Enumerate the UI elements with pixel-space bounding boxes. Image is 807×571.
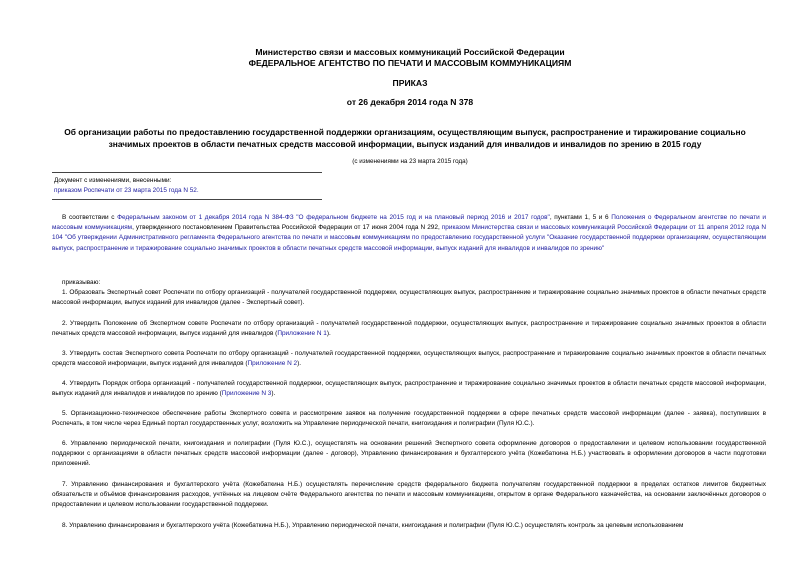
item-3 [52,349,766,369]
appendix-3-link[interactable]: Приложение N 3 [221,390,272,398]
item-2 [52,319,766,339]
document-title-line-1: Об организации работы по предоставлению государственной поддержки организациям, осуществляющим выпуск, распространение и тиражирование социально [64,127,746,137]
ministry-order-link[interactable]: приказом Министерства связи и массовых коммуникаций Российской Федерации от 11 апреля 2012 года N 104 "Об утверждении Административного регламента Федерального агентства по печати и массовым коммуникациям по предоставлению государственной услуги "Оказание государственной поддержки организациям, осуществляющим выпуск, распространение и тиражирование социально значимых проектов в области печатных средств массовой информации, выпуск изданий для инвалидов и инвалидов по зрению" [52,224,766,252]
agency-name: ФЕДЕРАЛЬНОЕ АГЕНТСТВО ПО ПЕЧАТИ И МАССОВЫМ КОММУНИКАЦИЯМ [248,58,572,68]
ministry-name: Министерство связи и массовых коммуникаций Российской Федерации [255,47,565,57]
amendment-note: (с изменениями на 23 марта 2015 года) [352,158,468,165]
appendix-1-link[interactable]: Приложение N 1 [277,330,327,338]
document-title-line-2: значимых проектов в области печатных средств массовой информации, выпуск изданий для инвалидов и инвалидов по зрению в 2015 году [108,139,702,149]
preamble-text-2: , пунктами 1, 5 и 6 [549,214,612,221]
federal-law-link[interactable]: Федеральным законом от 1 декабря 2014 года N 384-ФЗ "О федеральном бюджете на 2015 год и на плановый период 2016 и 2017 годов" [117,214,550,221]
item-3-text: 3. Утвердить состав Экспертного совета Роспечати по отбору организаций - получателей государственной поддержки, осуществляющих выпуск, распространение и тиражирование социально значимых проектов в области печатных средств массовой информации, выпуск изданий для инвалидов ( [52,350,766,368]
amendment-link[interactable]: приказом Роспечати от 23 марта 2015 года N 52. [54,187,199,194]
order-word: приказываю: [62,279,101,286]
document-type: ПРИКАЗ [392,78,428,88]
item-1: 1. Образовать Экспертный совет Роспечати по отбору организаций - получателей государственной поддержки, осуществляющих выпуск, распространение и тиражирование социально значимых проектов в области печатных средств массовой информации, выпуск изданий для инвалидов (далее - Экспертный совет). [52,289,766,307]
preamble-paragraph [52,213,766,254]
appendix-2-link[interactable]: Приложение N 2 [247,360,298,368]
item-2-text: 2. Утвердить Положение об Экспертном совете Роспечати по отбору организаций - получателей государственной поддержки, осуществляющих выпуск, распространение и тиражирование социально значимых проектов в области печатных средств массовой информации, выпуск изданий для инвалидов ( [52,320,766,338]
item-6: 6. Управлению периодической печати, книгоиздания и полиграфии (Пуля Ю.С.), осуществлять на основании решений Экспертного совета оформление договоров о предоставлении и целевом использовании государственной поддержки с организациями в области печатных средств массовой информации (далее - договор), Управлению финансирования и бухгалтерского учёта (Кожебаткина Н.Б.) участвовать в оформлении договоров в части подготовки приложений. [52,440,766,468]
item-4-end: ). [271,390,276,398]
item-3-end: ). [297,360,302,368]
agency-regulation-link[interactable]: Положения о Федеральном агентстве по печати и массовым коммуникациям [52,214,766,232]
preamble-text-3: , утвержденного постановлением Правительства Российской Федерации от 17 июня 2004 года N 292, [132,224,442,232]
item-5: 5. Организационно-техническое обеспечение работы Экспертного совета и рассмотрение заявок на получение государственной поддержки в сфере печатных средств массовой информации (далее - заявка), поступивших в Роспечать, в том числе через Единый портал государственных услуг, возложить на Управление периодической печати, книгоиздания и полиграфии (Пуля Ю.С.). [52,410,766,428]
divider-bottom [52,199,322,200]
item-7: 7. Управлению финансирования и бухгалтерского учёта (Кожебаткина Н.Б.) осуществлять перечисление средств федерального бюджета получателям государственной поддержки в пределах остатков лимитов бюджетных обязательств и объёмов финансирования расходов, учтённых на лицевом счёте Федерального агентства по печати и массовым коммуникациям, открытом в органе Федерального казначейства, на основании заключённых договоров о предоставлении и целевом использовании государственной поддержки. [52,481,766,509]
item-4 [52,379,766,399]
divider-top [52,172,322,173]
preamble-text-1: В соответствии с [62,214,118,221]
document-date: от 26 декабря 2014 года N 378 [346,97,474,107]
amendments-label: Документ с изменениями, внесенными: [54,177,172,184]
item-8: 8. Управлению финансирования и бухгалтерского учёта (Кожебаткина Н.Б.), Управлению периодической печати, книгоиздания и полиграфии (Пуля Ю.С.) осуществлять контроль за целевым использованием [62,522,684,529]
item-2-end: ). [326,330,331,338]
item-4-text: 4. Утвердить Порядок отбора организаций - получателей государственной поддержки, осуществляющих выпуск, распространение и тиражирование социально значимых проектов в области печатных средств массовой информации, выпуск изданий для инвалидов и инвалидов по зрению ( [52,380,766,398]
